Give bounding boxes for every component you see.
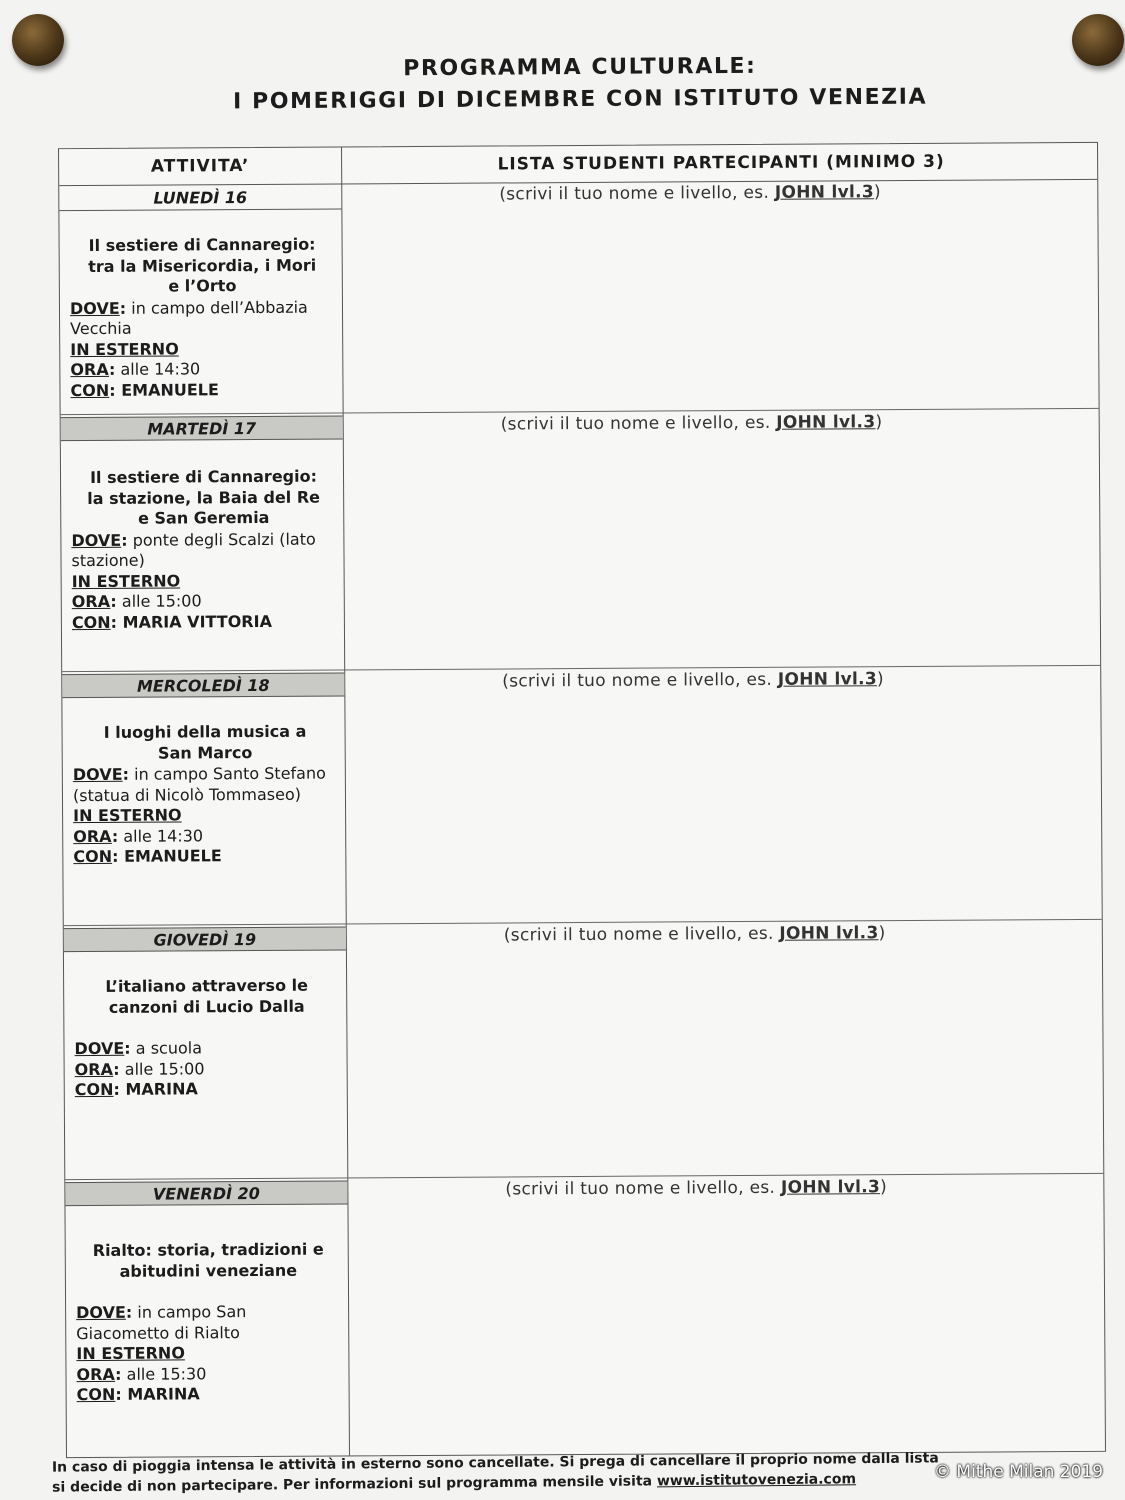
activity-title bbox=[73, 721, 338, 764]
hint-text-end: ) bbox=[875, 412, 883, 433]
where-line bbox=[70, 297, 335, 340]
activity-title-line: Il sestiere di Cannaregio: bbox=[88, 234, 316, 256]
activity-title-line: tra la Misericordia, i Mori bbox=[88, 255, 317, 276]
outdoor-label: IN ESTERNO bbox=[70, 338, 179, 359]
signup-hint[interactable] bbox=[504, 923, 886, 945]
day-header: MARTEDÌ 17 bbox=[61, 415, 343, 441]
time-line bbox=[76, 1363, 341, 1385]
time-line bbox=[72, 590, 337, 612]
colon: : bbox=[124, 1038, 131, 1058]
colon: : bbox=[112, 846, 119, 866]
time-value: alle 14:30 bbox=[115, 359, 201, 379]
colon: : bbox=[119, 298, 127, 318]
hint-text: (scrivi il tuo nome e livello, es. bbox=[502, 669, 778, 692]
colon: : bbox=[110, 612, 118, 632]
guide-line bbox=[73, 845, 338, 867]
activity-title-line: I luoghi della musica a bbox=[103, 721, 307, 742]
guide-label: CON bbox=[73, 846, 113, 867]
title-line-2: I POMERIGGI DI DICEMBRE CON ISTITUTO VENEZIA bbox=[232, 84, 928, 115]
activity-title-line: canzoni di Lucio Dalla bbox=[108, 996, 305, 1017]
where-value: in campo San Giacometto di Rialto bbox=[76, 1302, 247, 1343]
day-header: VENERDÌ 20 bbox=[65, 1180, 347, 1206]
day-header: LUNEDÌ 16 bbox=[59, 185, 341, 211]
activity-title-line: Il sestiere di Cannaregio: bbox=[90, 466, 318, 487]
footer-text: si decide di non partecipare. Per informazioni sul programma mensile visita bbox=[52, 1473, 657, 1496]
time-label: ORA bbox=[71, 591, 111, 612]
hint-text-end: ) bbox=[876, 669, 885, 690]
where-value: in campo dell’Abbazia Vecchia bbox=[70, 297, 308, 339]
time-label: ORA bbox=[70, 359, 110, 380]
time-value: alle 15:00 bbox=[116, 591, 202, 611]
column-divider bbox=[341, 147, 350, 1455]
signup-hint[interactable] bbox=[501, 412, 883, 434]
footer-line-1: In caso di pioggia intensa le attività in esterno sono cancellate. Si prega di cancellare il proprio nome dalla lista bbox=[51, 1450, 939, 1476]
hint-text-end: ) bbox=[880, 1177, 888, 1198]
colon: : bbox=[110, 591, 117, 611]
where-line bbox=[71, 529, 336, 572]
outdoor-label: IN ESTERNO bbox=[71, 570, 181, 591]
time-value: alle 15:00 bbox=[119, 1058, 205, 1079]
where-label: DOVE bbox=[74, 1038, 125, 1059]
where-label: DOVE bbox=[72, 764, 123, 785]
hint-example: JOHN lvl.3 bbox=[774, 182, 875, 203]
where-value: ponte degli Scalzi (lato stazione) bbox=[71, 529, 316, 571]
guide-value: MARIA VITTORIA bbox=[116, 611, 272, 632]
time-label: ORA bbox=[73, 826, 112, 846]
guide-value: EMANUELE bbox=[118, 846, 222, 866]
guide-label: CON bbox=[70, 380, 110, 400]
activity-cell bbox=[71, 466, 337, 633]
website-link[interactable]: www.istitutovenezia.com bbox=[656, 1471, 857, 1490]
guide-line bbox=[70, 379, 335, 401]
colon: : bbox=[122, 764, 130, 784]
colon: : bbox=[108, 359, 116, 379]
time-line bbox=[75, 1058, 340, 1080]
guide-label: CON bbox=[76, 1384, 116, 1405]
signup-hint[interactable] bbox=[499, 182, 881, 204]
hint-example: JOHN lvl.3 bbox=[776, 412, 876, 433]
guide-line bbox=[77, 1383, 342, 1405]
title-line-1: PROGRAMMA CULTURALE: bbox=[403, 53, 757, 82]
where-line bbox=[76, 1301, 341, 1344]
colon: : bbox=[109, 380, 116, 400]
hint-text: (scrivi il tuo nome e livello, es. bbox=[505, 1177, 781, 1200]
time-label: ORA bbox=[76, 1364, 116, 1384]
column-header-students: LISTA STUDENTI PARTECIPANTI (MINIMO 3) bbox=[497, 151, 945, 175]
colon: : bbox=[115, 1364, 122, 1384]
activity-title-line: la stazione, la Baia del Re bbox=[87, 487, 321, 508]
guide-value: MARINA bbox=[119, 1079, 198, 1099]
where-line bbox=[73, 763, 338, 806]
guide-line bbox=[75, 1078, 340, 1100]
activity-cell bbox=[70, 235, 336, 402]
colon: : bbox=[121, 530, 128, 550]
where-label: DOVE bbox=[76, 1302, 126, 1323]
hint-text-end: ) bbox=[878, 923, 886, 944]
day-header: MERCOLEDÌ 18 bbox=[62, 672, 344, 698]
colon: : bbox=[113, 1079, 120, 1099]
hint-text-end: ) bbox=[873, 182, 882, 203]
activity-title bbox=[70, 235, 335, 298]
activity-title-line: e San Geremia bbox=[138, 507, 270, 528]
page-title bbox=[0, 48, 1125, 120]
colon: : bbox=[113, 1059, 120, 1079]
signup-hint[interactable] bbox=[502, 669, 884, 691]
where-value: a scuola bbox=[130, 1038, 203, 1058]
colon: : bbox=[115, 1384, 122, 1404]
spacer bbox=[74, 1017, 339, 1039]
hint-example: JOHN lvl.3 bbox=[779, 923, 879, 944]
schedule-table bbox=[58, 142, 1106, 1458]
guide-label: CON bbox=[74, 1079, 114, 1100]
time-value: alle 15:30 bbox=[121, 1363, 207, 1384]
activity-cell bbox=[76, 1239, 342, 1405]
activity-title-line: Rialto: storia, tradizioni e bbox=[92, 1239, 324, 1260]
signup-hint[interactable] bbox=[505, 1177, 887, 1199]
where-line bbox=[74, 1037, 339, 1059]
outdoor-label: IN ESTERNO bbox=[73, 805, 182, 826]
time-line bbox=[70, 358, 335, 380]
column-header-activity: ATTIVITA’ bbox=[150, 156, 250, 177]
where-label: DOVE bbox=[69, 298, 120, 318]
activity-title-line: San Marco bbox=[157, 742, 253, 763]
guide-value: EMANUELE bbox=[115, 379, 219, 400]
activity-title-line: L’italiano attraverso le bbox=[105, 975, 308, 996]
guide-value: MARINA bbox=[121, 1384, 200, 1404]
hint-example: JOHN lvl.3 bbox=[780, 1177, 881, 1198]
colon: : bbox=[125, 1302, 133, 1322]
hint-text: (scrivi il tuo nome e livello, es. bbox=[499, 182, 775, 205]
outdoor-label: IN ESTERNO bbox=[76, 1343, 185, 1364]
where-label: DOVE bbox=[71, 530, 122, 550]
time-label: ORA bbox=[74, 1059, 114, 1079]
activity-title bbox=[76, 1239, 341, 1282]
hint-text: (scrivi il tuo nome e livello, es. bbox=[503, 923, 780, 946]
copyright-watermark: © Mithe Milan 2019 bbox=[934, 1462, 1104, 1482]
guide-label: CON bbox=[71, 612, 111, 632]
colon: : bbox=[111, 826, 119, 846]
time-value: alle 14:30 bbox=[118, 825, 204, 846]
day-header: GIOVEDÌ 19 bbox=[64, 926, 346, 952]
guide-line bbox=[72, 611, 337, 633]
activity-cell bbox=[74, 975, 340, 1100]
where-value: in campo Santo Stefano (statua di Nicolò Tommaseo) bbox=[72, 763, 326, 805]
spacer bbox=[76, 1281, 341, 1303]
activity-title-line: abitudini veneziane bbox=[119, 1260, 298, 1281]
activity-title-line: e l’Orto bbox=[168, 276, 237, 296]
hint-example: JOHN lvl.3 bbox=[777, 669, 878, 690]
activity-cell bbox=[73, 721, 339, 867]
hint-text: (scrivi il tuo nome e livello, es. bbox=[500, 412, 777, 435]
time-line bbox=[73, 825, 338, 847]
activity-title bbox=[71, 466, 336, 529]
activity-title bbox=[74, 975, 339, 1018]
